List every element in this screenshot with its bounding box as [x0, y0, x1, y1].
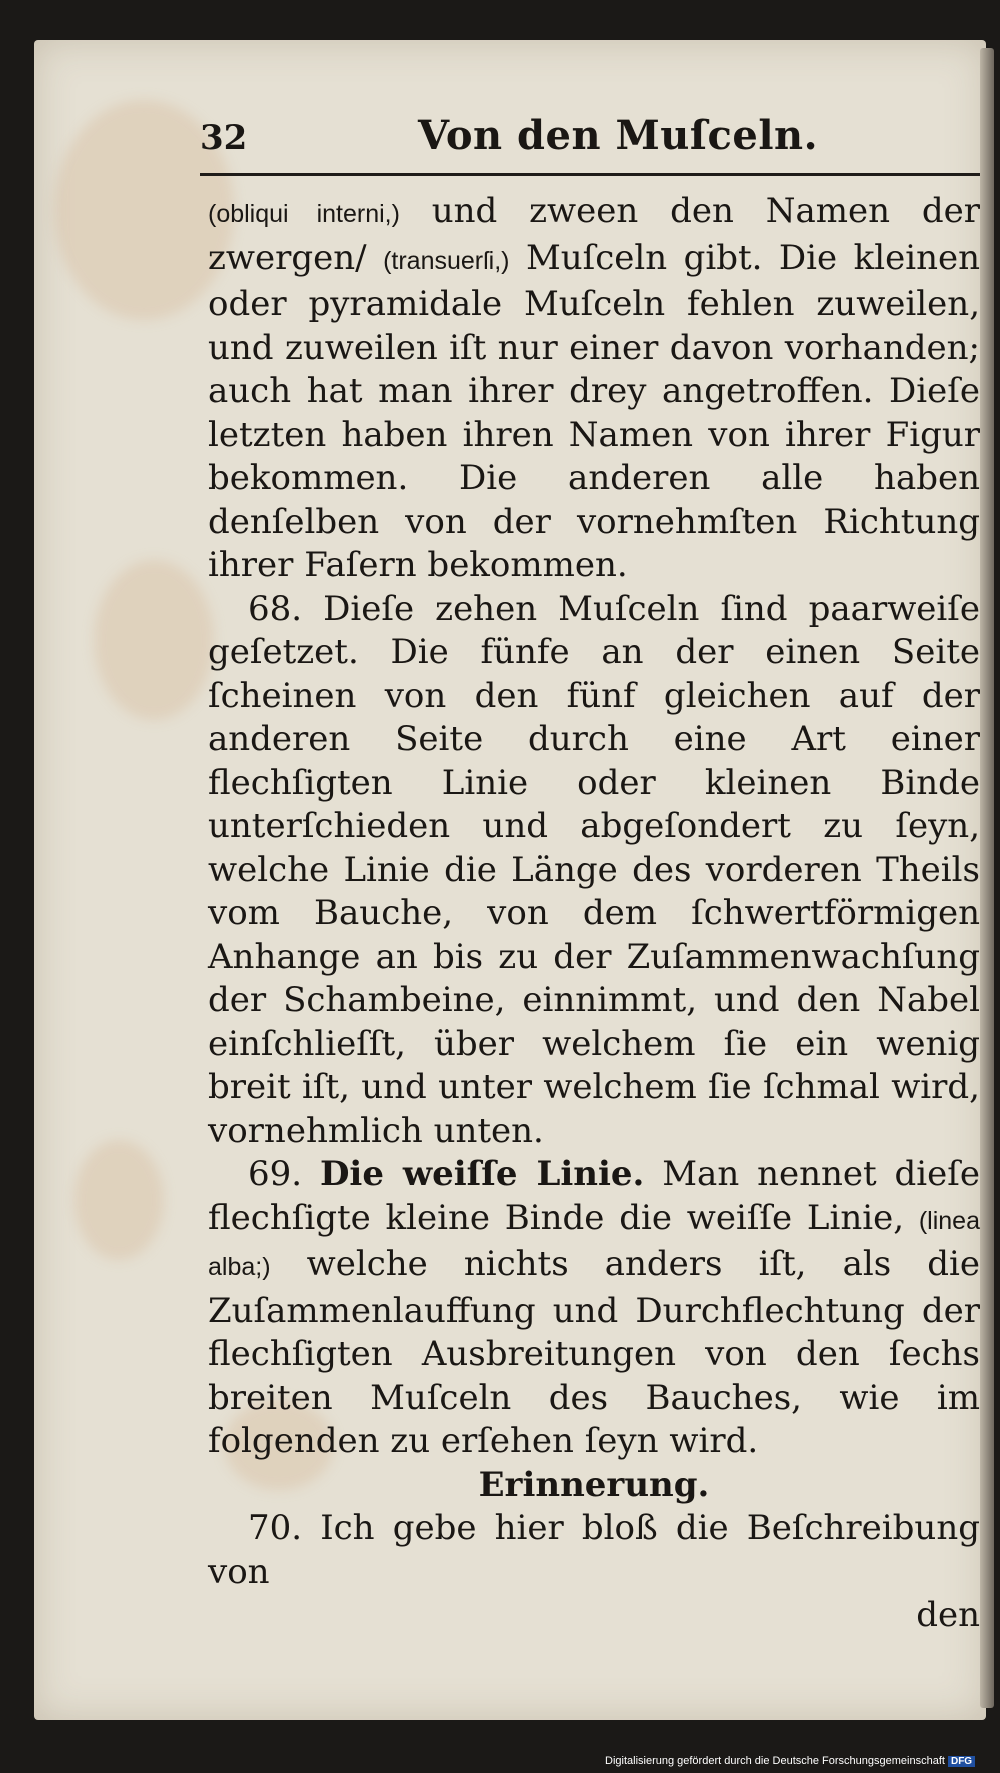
text-run: Muſceln gibt. Die kleinen oder pyramidale Muſceln fehlen zuweilen, und zuweilen iſt nur einer davon vorhanden; auch hat man ihrer drey angetroffen. Dieſe letzten haben ihren Namen von ihrer Figur bekommen. Die anderen alle haben denſelben von der vornehmſten Richtung ihrer Faſern bekommen.: [208, 237, 981, 585]
main-text: [208, 190, 980, 1638]
catchword: den: [916, 1595, 980, 1635]
text-run: Man nennet dieſe flechſigte kleine Binde die weiſſe Linie,: [208, 1154, 980, 1238]
latin-term: (transuerſi,): [383, 246, 510, 275]
text-run: welche nichts anders iſt, als die Zuſammenlauffung und Durchflechtung der flechſigten Ausbreitungen von den ſechs breiten Muſceln des Bauches, wie im folgenden zu erſehen ſeyn wird.: [208, 1244, 980, 1461]
inline-heading: Die weiſſe Linie.: [319, 1154, 645, 1194]
section-heading: Erinnerung.: [478, 1464, 710, 1505]
header-rule: [200, 173, 980, 176]
paragraph-continuation: [208, 190, 980, 588]
page-number: 32: [200, 118, 248, 158]
digitization-footer: [605, 1755, 975, 1767]
paragraph-70: 70. Ich gebe hier bloß die Beſchreibung von: [208, 1508, 980, 1592]
footer-text: Digitalisierung gefördert durch die Deutsche Forschungsgemeinschaft: [605, 1755, 945, 1767]
text-run: und zween den Namen der zwergen/: [208, 191, 980, 278]
page-edge: [980, 48, 994, 1708]
paragraph-number: 69.: [248, 1154, 320, 1194]
latin-term: (obliqui interni,): [208, 200, 400, 228]
paragraph-69: [208, 1153, 980, 1464]
paragraph-68: 68. Dieſe zehen Muſceln ſind paarweiſe geſetzet. Die fünfe an der einen Seite ſcheinen von den fünf gleichen auf der anderen Seite durch eine Art einer flechſigten Linie oder kleinen Binde unterſchieden und abgeſondert zu ſeyn, welche Linie die Länge des vorderen Theils vom Bauche, von dem ſchwertförmigen Anhange an bis zu der Zuſammenwachſung der Schambeine, einnimmt, und den Nabel einſchlieſſt, über welchem ſie ein wenig breit iſt, und unter welchem ſie ſchmal wird, vornehmlich unten.: [208, 588, 980, 1151]
dfg-logo: DFG: [948, 1756, 975, 1767]
page-header: [200, 112, 980, 166]
running-title: Von den Muſceln.: [418, 112, 819, 159]
latin-term: (linea alba;): [208, 1206, 980, 1281]
